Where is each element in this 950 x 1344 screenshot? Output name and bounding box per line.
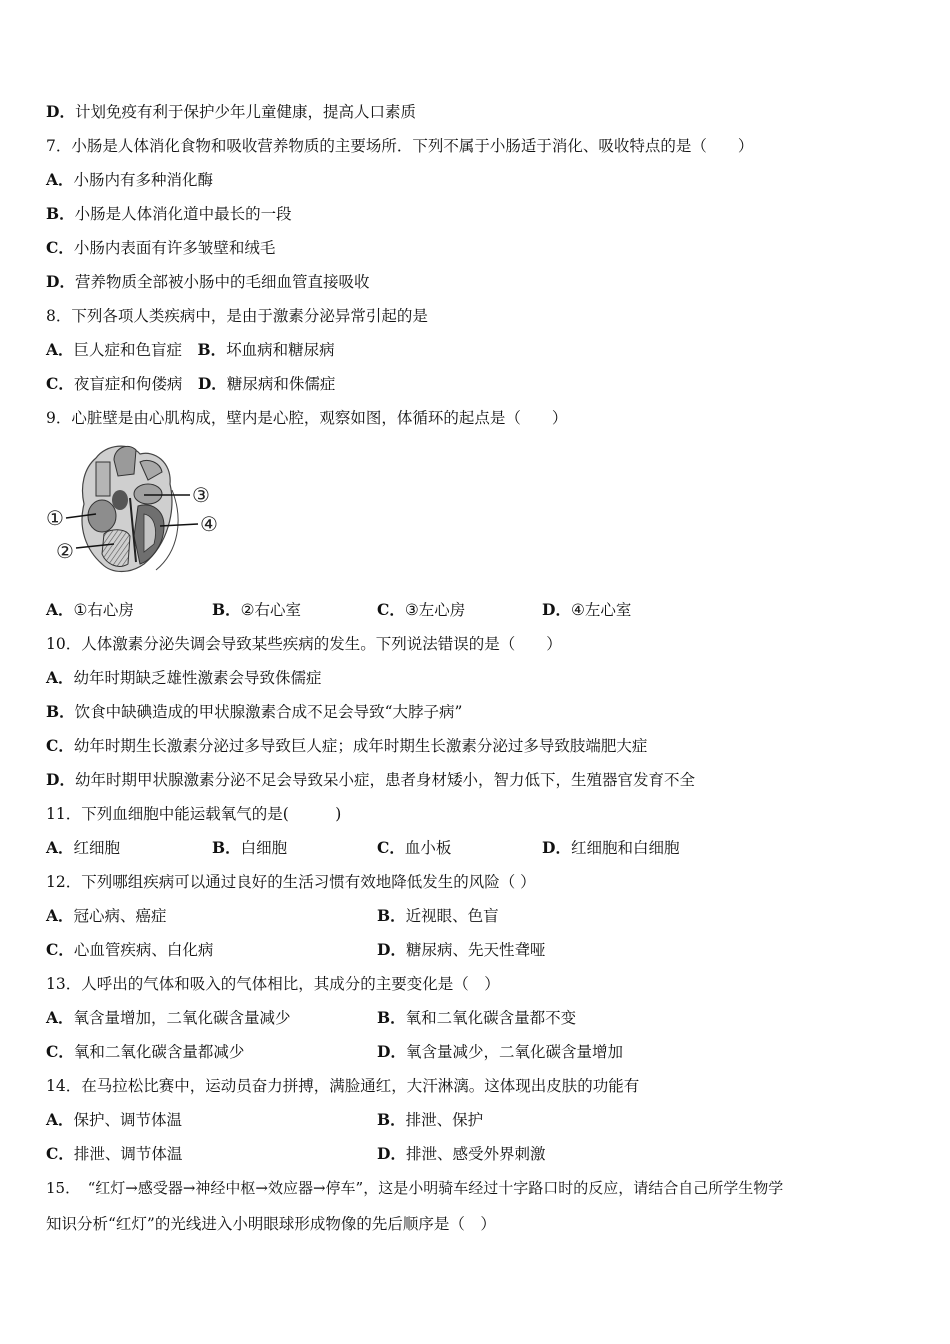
option-text: 近视眼、色盲: [405, 907, 499, 925]
q11-stem: [46, 804, 341, 824]
q15-stem-line1: [46, 1178, 783, 1198]
option-text: 氧含量减少，二氧化碳含量增加: [405, 1043, 623, 1061]
option-text: 幼年时期生长激素分泌过多导致巨人症；成年时期生长激素分泌过多导致肢端肥大症: [73, 737, 648, 755]
question-text: 人呼出的气体和吸入的气体相比，其成分的主要变化是（ ）: [81, 975, 500, 993]
option-text: 巨人症和色盲症: [73, 341, 198, 359]
option-text: 氧含量增加，二氧化碳含量减少: [73, 1009, 291, 1027]
question-number: 8．: [46, 307, 72, 325]
question-text: 心脏壁是由心肌构成，壁内是心腔，观察如图，体循环的起点是（ ）: [71, 409, 568, 427]
q11-option-a: [46, 838, 120, 858]
option-text: 幼年时期缺乏雄性激素会导致侏儒症: [73, 669, 322, 687]
option-label: A．: [46, 340, 74, 359]
q7-option-d: [46, 272, 369, 292]
option-label: D．: [542, 838, 571, 857]
q11-option-d: [542, 838, 679, 858]
label-1: ①: [46, 506, 64, 530]
q9-stem: [46, 408, 567, 428]
option-text: ②右心室: [240, 601, 302, 619]
option-text: 小肠内表面有许多皱壁和绒毛: [73, 239, 276, 257]
chamber-dark-shape: [112, 490, 128, 510]
option-text: 饮食中缺碘造成的甲状腺激素合成不足会导致“大脖子病”: [74, 703, 463, 721]
option-label: D．: [377, 940, 406, 959]
q8-stem: [46, 306, 428, 326]
option-text: ①右心房: [73, 601, 134, 619]
q9-option-a: [46, 600, 134, 620]
question-text: 小肠是人体消化食物和吸收营养物质的主要场所．下列不属于小肠适于消化、吸收特点的是（ ）: [71, 137, 754, 155]
q10-option-b: [46, 702, 462, 722]
q6-option-d: [46, 102, 416, 122]
q10-stem: [46, 634, 562, 654]
q15-stem-line2: [46, 1214, 496, 1234]
label-3: ③: [192, 483, 210, 507]
question-text: 在马拉松比赛中，运动员奋力拼搏，满脸通红，大汗淋漓。这体现出皮肤的功能有: [81, 1077, 640, 1095]
option-label: B．: [377, 1008, 406, 1027]
q12-option-b: [377, 906, 499, 926]
question-text: 下列哪组疾病可以通过良好的生活习惯有效地降低发生的风险（ ）: [81, 873, 536, 891]
q7-option-b: [46, 204, 292, 224]
q9-option-c: [377, 600, 465, 620]
q8-options-row2: [46, 374, 335, 394]
option-text: 白细胞: [240, 839, 288, 857]
left-atrium-shape: [134, 484, 162, 504]
q12-stem: [46, 872, 536, 892]
q13-option-b: [377, 1008, 576, 1028]
q14-option-d: [377, 1144, 545, 1164]
question-number: 11．: [46, 805, 82, 823]
option-label: D．: [197, 374, 227, 393]
option-label: B．: [46, 204, 75, 223]
q9-option-b: [212, 600, 301, 620]
q9-option-d: [542, 600, 631, 620]
q12-option-a: [46, 906, 167, 926]
option-label: D．: [46, 272, 75, 291]
question-number: 9．: [46, 409, 72, 427]
question-text: 下列各项人类疾病中，是由于激素分泌异常引起的是: [71, 307, 428, 325]
option-label: B．: [46, 702, 75, 721]
option-label: A．: [46, 838, 74, 857]
option-text: 营养物质全部被小肠中的毛细血管直接吸收: [74, 273, 370, 291]
q7-option-c: [46, 238, 275, 258]
q14-option-c: [46, 1144, 182, 1164]
q10-option-d: [46, 770, 695, 790]
option-text: 红细胞: [73, 839, 121, 857]
option-label: B．: [377, 906, 406, 925]
question-number: 14．: [46, 1077, 82, 1095]
q13-option-d: [377, 1042, 623, 1062]
option-text: 排泄、感受外界刺激: [405, 1145, 546, 1163]
option-label: A．: [46, 600, 74, 619]
right-ventricle-shape: [102, 530, 130, 567]
label-4: ④: [200, 512, 218, 536]
option-label: D．: [542, 600, 571, 619]
question-number: 13．: [46, 975, 82, 993]
option-text: 小肠内有多种消化酶: [73, 171, 214, 189]
option-text: 心血管疾病、白化病: [73, 941, 214, 959]
q10-option-a: [46, 668, 322, 688]
option-label: A．: [46, 1110, 74, 1129]
right-atrium-shape: [88, 500, 116, 532]
option-text: 小肠是人体消化道中最长的一段: [74, 205, 292, 223]
option-text: 糖尿病和侏儒症: [226, 375, 336, 393]
aorta-shape: [114, 446, 136, 476]
label-2: ②: [56, 539, 74, 563]
q7-option-a: [46, 170, 213, 190]
question-text: “红灯→感受器→神经中枢→效应器→停车”，这是小明骑车经过十字路口时的反应，请结合自己所学生物学: [72, 1179, 784, 1197]
q13-option-c: [46, 1042, 244, 1062]
q11-option-c: [377, 838, 451, 858]
option-label: C．: [46, 940, 74, 959]
option-label: A．: [46, 906, 74, 925]
question-number: 7．: [46, 137, 72, 155]
option-label: D．: [377, 1042, 406, 1061]
q13-option-a: [46, 1008, 291, 1028]
option-text: 红细胞和白细胞: [570, 839, 680, 857]
option-label: D．: [46, 102, 75, 121]
q13-stem: [46, 974, 500, 994]
question-number: 12．: [46, 873, 82, 891]
option-text: 计划免疫有利于保护少年儿童健康，提高人口素质: [74, 103, 416, 121]
option-label: B．: [212, 838, 241, 857]
question-text: 下列血细胞中能运载氧气的是( ): [81, 805, 342, 823]
option-text: ③左心房: [404, 601, 466, 619]
option-text: 夜盲症和佝偻病: [73, 375, 198, 393]
heart-illustration: [44, 440, 228, 580]
option-text: 坏血病和糖尿病: [226, 341, 335, 359]
option-text: ④左心室: [570, 601, 632, 619]
option-label: D．: [46, 770, 75, 789]
option-text: 糖尿病、先天性聋哑: [405, 941, 546, 959]
q14-option-b: [377, 1110, 483, 1130]
q14-option-a: [46, 1110, 182, 1130]
question-number: 10．: [46, 635, 82, 653]
option-text: 排泄、保护: [405, 1111, 484, 1129]
option-text: 冠心病、癌症: [73, 907, 167, 925]
question-text-continued: 知识分析“红灯”的光线进入小明眼球形成物像的先后顺序是（ ）: [46, 1215, 496, 1233]
option-label: D．: [377, 1144, 406, 1163]
option-text: 血小板: [404, 839, 452, 857]
q8-options-row1: [46, 340, 335, 360]
q10-option-c: [46, 736, 647, 756]
q11-option-b: [212, 838, 287, 858]
option-label: B．: [377, 1110, 406, 1129]
q12-option-d: [377, 940, 545, 960]
option-text: 幼年时期甲状腺激素分泌不足会导致呆小症，患者身材矮小，智力低下，生殖器官发育不全: [74, 771, 695, 789]
option-label: B．: [212, 600, 241, 619]
question-number: 15．: [46, 1179, 73, 1197]
option-label: C．: [46, 736, 74, 755]
option-label: B．: [197, 340, 227, 359]
option-text: 排泄、调节体温: [73, 1145, 183, 1163]
option-label: C．: [46, 1042, 74, 1061]
q7-stem: [46, 136, 753, 156]
option-label: C．: [377, 600, 405, 619]
vena-cava-shape: [96, 462, 110, 496]
option-text: 氧和二氧化碳含量都减少: [73, 1043, 245, 1061]
q14-stem: [46, 1076, 639, 1096]
option-label: C．: [377, 838, 405, 857]
question-text: 人体激素分泌失调会导致某些疾病的发生。下列说法错误的是（ ）: [81, 635, 562, 653]
heart-diagram: [44, 440, 228, 580]
option-text: 保护、调节体温: [73, 1111, 183, 1129]
option-label: C．: [46, 1144, 74, 1163]
option-label: C．: [46, 374, 74, 393]
q12-option-c: [46, 940, 213, 960]
option-label: C．: [46, 238, 74, 257]
option-label: A．: [46, 1008, 74, 1027]
option-label: A．: [46, 668, 74, 687]
option-text: 氧和二氧化碳含量都不变: [405, 1009, 577, 1027]
option-label: A．: [46, 170, 74, 189]
